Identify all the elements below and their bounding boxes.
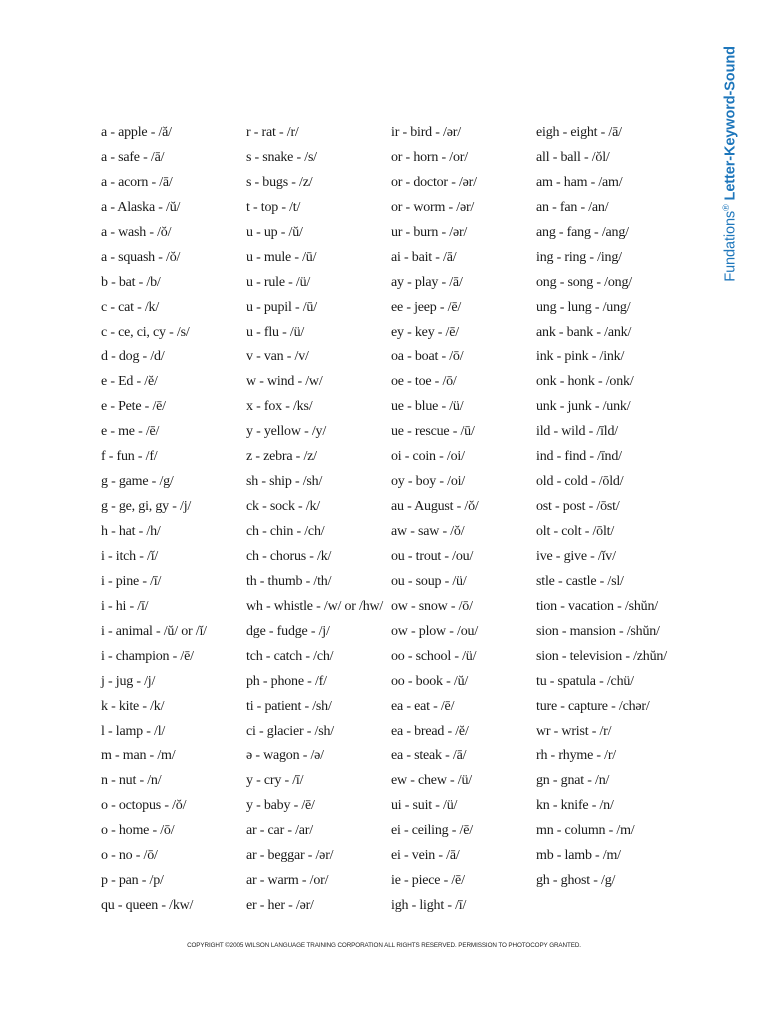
letter-keyword-sound-entry: a - safe - /ā/ bbox=[101, 149, 165, 165]
letter-keyword-sound-entry: aw - saw - /ŏ/ bbox=[391, 524, 465, 539]
letter-keyword-sound-entry: ee - jeep - /ē/ bbox=[391, 299, 462, 315]
letter-keyword-sound-entry: ey - key - /ē/ bbox=[391, 324, 459, 340]
letter-keyword-sound-entry: ei - vein - /ā/ bbox=[391, 848, 460, 864]
letter-keyword-sound-entry: o - home - /ō/ bbox=[101, 823, 175, 839]
letter-keyword-sound-entry: ost - post - /ōst/ bbox=[536, 499, 620, 515]
column-3 bbox=[391, 121, 536, 919]
letter-keyword-sound-entry: gn - gnat - /n/ bbox=[536, 773, 610, 789]
letter-keyword-sound-entry: tion - vacation - /shŭn/ bbox=[536, 598, 658, 614]
letter-keyword-sound-entry: ar - warm - /or/ bbox=[246, 873, 329, 889]
letter-keyword-sound-entry: ur - burn - /ər/ bbox=[391, 224, 468, 240]
letter-keyword-sound-entry: y - yellow - /y/ bbox=[246, 424, 327, 440]
letter-keyword-sound-entry: ue - rescue - /ū/ bbox=[391, 424, 475, 440]
letter-keyword-sound-entry: h - hat - /h/ bbox=[101, 524, 161, 539]
letter-keyword-sound-entry: ild - wild - /īld/ bbox=[536, 424, 618, 440]
letter-keyword-sound-entry: an - fan - /an/ bbox=[536, 199, 609, 215]
letter-keyword-sound-entry: i - animal - /ŭ/ or /ĭ/ bbox=[101, 623, 207, 639]
letter-keyword-sound-entry: au - August - /ŏ/ bbox=[391, 499, 479, 515]
letter-keyword-sound-entry: oy - boy - /oi/ bbox=[391, 474, 465, 490]
letter-keyword-sound-entry: onk - honk - /onk/ bbox=[536, 374, 634, 390]
letter-keyword-sound-entry: qu - queen - /kw/ bbox=[101, 898, 194, 914]
letter-keyword-sound-entry: e - Ed - /ĕ/ bbox=[101, 374, 158, 390]
letter-keyword-sound-entry: ay - play - /ā/ bbox=[391, 274, 463, 290]
letter-keyword-sound-entry: s - bugs - /z/ bbox=[246, 174, 313, 190]
letter-keyword-sound-entry: e - me - /ē/ bbox=[101, 424, 160, 440]
letter-keyword-sound-entry: a - Alaska - /ŭ/ bbox=[101, 199, 181, 215]
letter-keyword-sound-entry: old - cold - /ōld/ bbox=[536, 474, 624, 490]
letter-keyword-sound-entry: a - squash - /ŏ/ bbox=[101, 249, 181, 265]
letter-keyword-sound-entry: kn - knife - /n/ bbox=[536, 798, 614, 814]
letter-keyword-sound-entry: ow - plow - /ou/ bbox=[391, 623, 479, 639]
letter-keyword-sound-entry: v - van - /v/ bbox=[246, 349, 309, 365]
letter-keyword-sound-entry: oa - boat - /ō/ bbox=[391, 349, 464, 365]
column-1 bbox=[101, 121, 246, 919]
letter-keyword-sound-entry: ch - chorus - /k/ bbox=[246, 548, 332, 564]
letter-keyword-sound-entry: o - octopus - /ŏ/ bbox=[101, 798, 187, 814]
side-title-text bbox=[721, 46, 739, 282]
registered-mark: ® bbox=[721, 204, 732, 211]
letter-keyword-sound-entry: r - rat - /r/ bbox=[246, 125, 299, 140]
letter-keyword-sound-entry: y - cry - /ī/ bbox=[246, 773, 304, 789]
letter-keyword-sound-entry: igh - light - /ī/ bbox=[391, 898, 467, 914]
letter-keyword-sound-entry: a - apple - /ă/ bbox=[101, 125, 172, 140]
letter-keyword-sound-entry: ou - trout - /ou/ bbox=[391, 548, 474, 564]
letter-keyword-sound-entry: ei - ceiling - /ē/ bbox=[391, 823, 473, 839]
letter-keyword-sound-entry: c - cat - /k/ bbox=[101, 299, 160, 315]
letter-keyword-sound-entry: ink - pink - /ink/ bbox=[536, 349, 625, 365]
letter-keyword-sound-entry: b - bat - /b/ bbox=[101, 274, 161, 290]
letter-keyword-sound-entry: ar - car - /ar/ bbox=[246, 823, 313, 839]
letter-keyword-sound-entry: th - thumb - /th/ bbox=[246, 573, 332, 589]
letter-keyword-sound-entry: t - top - /t/ bbox=[246, 199, 301, 215]
letter-keyword-sound-entry: i - champion - /ē/ bbox=[101, 648, 194, 664]
letter-keyword-sound-entry: u - flu - /ü/ bbox=[246, 324, 305, 340]
sound-columns bbox=[101, 121, 686, 919]
letter-keyword-sound-entry: o - no - /ō/ bbox=[101, 848, 158, 864]
letter-keyword-sound-entry: ea - eat - /ē/ bbox=[391, 698, 455, 714]
letter-keyword-sound-entry: mn - column - /m/ bbox=[536, 823, 635, 839]
letter-keyword-sound-entry: p - pan - /p/ bbox=[101, 873, 164, 889]
letter-keyword-sound-entry: w - wind - /w/ bbox=[246, 374, 323, 390]
letter-keyword-sound-entry: n - nut - /n/ bbox=[101, 773, 162, 789]
letter-keyword-sound-entry: olt - colt - /ōlt/ bbox=[536, 524, 615, 539]
letter-keyword-sound-entry: ai - bait - /ā/ bbox=[391, 249, 457, 265]
letter-keyword-sound-entry: i - hi - /ī/ bbox=[101, 598, 149, 614]
letter-keyword-sound-entry: z - zebra - /z/ bbox=[246, 449, 317, 465]
letter-keyword-sound-entry: d - dog - /d/ bbox=[101, 349, 165, 365]
letter-keyword-sound-entry: oi - coin - /oi/ bbox=[391, 449, 465, 465]
letter-keyword-sound-entry: l - lamp - /l/ bbox=[101, 723, 166, 739]
letter-keyword-sound-entry: ture - capture - /chər/ bbox=[536, 698, 650, 714]
letter-keyword-sound-entry: ang - fang - /ang/ bbox=[536, 224, 629, 240]
side-title bbox=[719, 34, 741, 294]
letter-keyword-sound-entry: ck - sock - /k/ bbox=[246, 499, 320, 515]
letter-keyword-sound-entry: a - wash - /ŏ/ bbox=[101, 224, 172, 240]
letter-keyword-sound-entry: ui - suit - /ü/ bbox=[391, 798, 458, 814]
column-2 bbox=[246, 121, 391, 919]
letter-keyword-sound-entry: unk - junk - /unk/ bbox=[536, 399, 631, 415]
letter-keyword-sound-entry: f - fun - /f/ bbox=[101, 449, 158, 465]
letter-keyword-sound-entry: ci - glacier - /sh/ bbox=[246, 723, 334, 739]
letter-keyword-sound-entry: j - jug - /j/ bbox=[101, 673, 156, 689]
letter-keyword-sound-entry: tu - spatula - /chü/ bbox=[536, 673, 634, 689]
letter-keyword-sound-entry: ou - soup - /ü/ bbox=[391, 573, 467, 589]
letter-keyword-sound-entry: y - baby - /ē/ bbox=[246, 798, 315, 814]
letter-keyword-sound-entry: ir - bird - /ər/ bbox=[391, 125, 461, 140]
letter-keyword-sound-entry: or - worm - /ər/ bbox=[391, 199, 475, 215]
letter-keyword-sound-entry: ph - phone - /f/ bbox=[246, 673, 327, 689]
letter-keyword-sound-entry: g - game - /g/ bbox=[101, 474, 174, 490]
letter-keyword-sound-entry: eigh - eight - /ā/ bbox=[536, 125, 622, 140]
column-4 bbox=[536, 121, 686, 919]
letter-keyword-sound-entry: oo - book - /ŭ/ bbox=[391, 673, 469, 689]
letter-keyword-sound-entry: sh - ship - /sh/ bbox=[246, 474, 323, 490]
letter-keyword-sound-entry: oe - toe - /ō/ bbox=[391, 374, 457, 390]
brand-name: Fundations bbox=[722, 211, 739, 282]
letter-keyword-sound-entry: e - Pete - /ē/ bbox=[101, 399, 166, 415]
letter-keyword-sound-entry: g - ge, gi, gy - /j/ bbox=[101, 499, 192, 515]
letter-keyword-sound-entry: i - itch - /ĭ/ bbox=[101, 548, 159, 564]
letter-keyword-sound-entry: ong - song - /ong/ bbox=[536, 274, 632, 290]
letter-keyword-sound-entry: ə - wagon - /ə/ bbox=[246, 748, 324, 764]
letter-keyword-sound-entry: ue - blue - /ü/ bbox=[391, 399, 464, 415]
letter-keyword-sound-entry: k - kite - /k/ bbox=[101, 698, 165, 714]
letter-keyword-sound-entry: ing - ring - /ing/ bbox=[536, 249, 622, 265]
letter-keyword-sound-entry: oo - school - /ü/ bbox=[391, 648, 477, 664]
letter-keyword-sound-entry: ive - give - /ĭv/ bbox=[536, 548, 616, 564]
letter-keyword-sound-entry: ie - piece - /ē/ bbox=[391, 873, 465, 889]
letter-keyword-sound-entry: ew - chew - /ü/ bbox=[391, 773, 472, 789]
copyright-notice: COPYRIGHT ©2005 WILSON LANGUAGE TRAINING CORPORATION ALL RIGHTS RESERVED. PERMISSION TO PHOTOCOPY GRANTED. bbox=[187, 942, 581, 949]
letter-keyword-sound-entry: all - ball - /ŏl/ bbox=[536, 149, 610, 165]
letter-keyword-sound-entry: a - acorn - /ā/ bbox=[101, 174, 173, 190]
letter-keyword-sound-entry: rh - rhyme - /r/ bbox=[536, 748, 616, 764]
letter-keyword-sound-entry: tch - catch - /ch/ bbox=[246, 648, 334, 664]
letter-keyword-sound-entry: c - ce, ci, cy - /s/ bbox=[101, 324, 190, 340]
page-title: Letter-Keyword-Sound bbox=[722, 46, 739, 201]
letter-keyword-sound-entry: stle - castle - /sl/ bbox=[536, 573, 624, 589]
letter-keyword-sound-entry: wr - wrist - /r/ bbox=[536, 723, 612, 739]
letter-keyword-sound-entry: ind - find - /īnd/ bbox=[536, 449, 622, 465]
letter-keyword-sound-entry: x - fox - /ks/ bbox=[246, 399, 313, 415]
letter-keyword-sound-entry: gh - ghost - /g/ bbox=[536, 873, 616, 889]
letter-keyword-sound-entry: ti - patient - /sh/ bbox=[246, 698, 332, 714]
letter-keyword-sound-entry: sion - television - /zhŭn/ bbox=[536, 648, 667, 664]
letter-keyword-sound-entry: m - man - /m/ bbox=[101, 748, 176, 764]
letter-keyword-sound-entry: u - pupil - /ū/ bbox=[246, 299, 317, 315]
letter-keyword-sound-entry: ch - chin - /ch/ bbox=[246, 524, 325, 539]
letter-keyword-sound-entry: er - her - /ər/ bbox=[246, 898, 314, 914]
letter-keyword-sound-entry: wh - whistle - /w/ or /hw/ bbox=[246, 598, 384, 614]
letter-keyword-sound-entry: u - up - /ŭ/ bbox=[246, 224, 303, 240]
letter-keyword-sound-entry: or - doctor - /ər/ bbox=[391, 174, 477, 190]
letter-keyword-sound-entry: or - horn - /or/ bbox=[391, 149, 468, 165]
letter-keyword-sound-entry: ea - steak - /ā/ bbox=[391, 748, 467, 764]
letter-keyword-sound-entry: am - ham - /am/ bbox=[536, 174, 623, 190]
letter-keyword-sound-entry: sion - mansion - /shŭn/ bbox=[536, 623, 660, 639]
letter-keyword-sound-entry: dge - fudge - /j/ bbox=[246, 623, 330, 639]
letter-keyword-sound-entry: ung - lung - /ung/ bbox=[536, 299, 631, 315]
letter-keyword-sound-entry: ow - snow - /ō/ bbox=[391, 598, 473, 614]
letter-keyword-sound-entry: ank - bank - /ank/ bbox=[536, 324, 632, 340]
letter-keyword-sound-entry: u - mule - /ū/ bbox=[246, 249, 317, 265]
letter-keyword-sound-entry: ea - bread - /ĕ/ bbox=[391, 723, 469, 739]
letter-keyword-sound-entry: u - rule - /ü/ bbox=[246, 274, 311, 290]
letter-keyword-sound-entry: s - snake - /s/ bbox=[246, 149, 317, 165]
letter-keyword-sound-entry: i - pine - /ī/ bbox=[101, 573, 162, 589]
letter-keyword-sound-entry: mb - lamb - /m/ bbox=[536, 848, 621, 864]
letter-keyword-sound-entry: ar - beggar - /ər/ bbox=[246, 848, 334, 864]
